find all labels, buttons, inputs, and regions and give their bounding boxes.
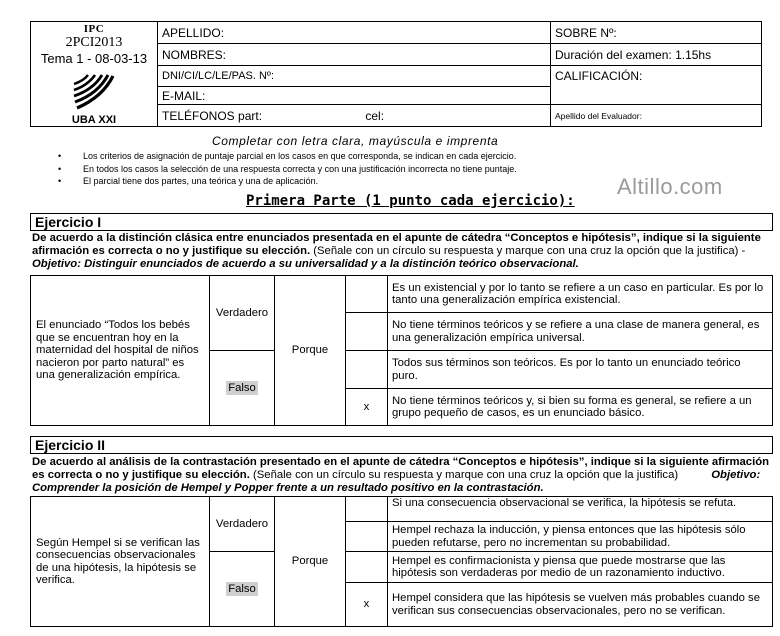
option-checkbox[interactable] — [346, 351, 388, 389]
uba-logo-icon — [71, 72, 117, 112]
falso-option[interactable] — [210, 552, 275, 627]
apellido-field[interactable]: APELLIDO: — [158, 22, 551, 44]
statement-bold: De acuerdo a la distinción clásica entre enunciados presentada en el apunte de cátedra “Conceptos e hipótesis”, indique si la siguiente afirmación es correcta o no y justifique su elección. — [32, 232, 761, 257]
option-text: Si una consecuencia observacional se verifica, la hipótesis se refuta. — [388, 497, 773, 522]
exercise-1-table — [30, 275, 773, 426]
part-title: Primera Parte (1 punto cada ejercicio): — [246, 193, 575, 209]
option-checkbox[interactable] — [346, 497, 388, 522]
statement-objective: Objetivo: Distinguir enunciados de acuerdo a su universalidad y a la distinción teórico observacional. — [32, 258, 579, 270]
verdadero-option[interactable] — [210, 497, 275, 552]
statement-normal: (Señale con un círculo su respuesta y marque con una cruz la opción que la justifica) - — [310, 245, 746, 257]
option-checkbox[interactable] — [346, 552, 388, 583]
porque-cell: Porque — [275, 497, 346, 627]
porque-cell: Porque — [275, 276, 346, 426]
falso-option[interactable] — [210, 351, 275, 426]
calificacion-field[interactable]: CALIFICACIÓN: — [551, 66, 762, 105]
completar-instruction: Completar con letra clara, mayúscula e imprenta — [212, 134, 499, 148]
option-text: Todos sus términos son teóricos. Es por lo tanto un enunciado teórico puro. — [388, 351, 773, 389]
ipc-label: IPC — [83, 23, 105, 35]
option-checkbox[interactable] — [346, 313, 388, 351]
falso-label: Falso — [228, 381, 256, 394]
uba-label: UBA XXI — [71, 114, 117, 126]
verdadero-option[interactable] — [210, 276, 275, 351]
note-item: • El parcial tiene dos partes, una teórica y una de aplicación. — [54, 175, 654, 188]
cel-label: cel: — [365, 108, 385, 123]
option-text: Hempel considera que las hipótesis se vuelven más probables cuando se verifican sus consecuencias observacionales, pero no se verifican. — [388, 583, 773, 627]
claim-cell: El enunciado “Todos los bebés que se encuentran hoy en la maternidad del hospital de niños nacieron por parto natural” es una generalización empírica. — [31, 276, 210, 426]
option-checkbox[interactable] — [346, 276, 388, 313]
dni-field[interactable]: DNI/CI/LC/LE/PAS. Nº: — [158, 66, 551, 87]
statement-normal: (Señale con un círculo su respuesta y marque con una cruz la opción que la justifica) — [249, 469, 679, 481]
verdadero-label: Verdadero — [215, 306, 269, 319]
statement-bold: De acuerdo al análisis de la contrastación presentado en el apunte de cátedra “Conceptos e hipótesis”, indique si la siguiente afirmación es correcta o no y justifique su elección. — [32, 456, 770, 481]
option-text: No tiene términos teóricos y se refiere a una clase de manera general, es una generalización empírica universal. — [388, 313, 773, 351]
exercise-2-table — [30, 496, 773, 627]
exam-code: 2PCI2013 — [65, 35, 123, 50]
note-item: • En todos los casos la selección de una respuesta correcta y con una justificación incorrecta no tiene puntaje. — [54, 163, 654, 176]
header-table — [30, 21, 762, 127]
option-checkbox[interactable]: x — [346, 583, 388, 627]
statement-objective: Objetivo: Comprender la posición de Hempel y Popper frente a un resultado positivo en la contrastación. — [32, 469, 761, 494]
tema-date: Tema 1 - 08-03-13 — [40, 51, 148, 66]
evaluador-field[interactable]: Apellido del Evaluador: — [551, 105, 762, 127]
notes-list — [54, 150, 654, 188]
logo-cell — [31, 22, 158, 127]
exercise-1-title: Ejercicio I — [30, 213, 773, 231]
email-field[interactable]: E-MAIL: — [158, 87, 551, 105]
falso-label: Falso — [228, 582, 256, 595]
telefonos-field[interactable] — [158, 105, 551, 127]
watermark: Altillo.com — [617, 174, 723, 199]
exercise-1-statement — [32, 232, 772, 271]
option-checkbox[interactable]: x — [346, 389, 388, 426]
verdadero-label: Verdadero — [215, 517, 269, 530]
exercise-2-statement — [32, 456, 772, 495]
option-text: Hempel es confirmacionista y piensa que puede mostrarse que las hipótesis son verdaderas por medio de un razonamiento inductivo. — [388, 552, 773, 583]
option-text: Es un existencial y por lo tanto se refiere a un caso en particular. Es por lo tanto una generalización empírica existencial. — [388, 276, 773, 313]
claim-cell: Según Hempel si se verifican las consecuencias observacionales de una hipótesis, la hipótesis se verifica. — [31, 497, 210, 627]
nombres-field[interactable]: NOMBRES: — [158, 44, 551, 66]
note-item: • Los criterios de asignación de puntaje parcial en los casos en que corresponda, se indican en cada ejercicio. — [54, 150, 654, 163]
option-checkbox[interactable] — [346, 522, 388, 552]
exercise-2-title: Ejercicio II — [30, 436, 773, 454]
telefonos-label: TELÉFONOS part: — [162, 108, 263, 123]
sobre-field[interactable]: SOBRE Nº: — [551, 22, 762, 44]
option-text: No tiene términos teóricos y, si bien su forma es general, se refiere a un grupo pequeño de casos, es un enunciado básico. — [388, 389, 773, 426]
duracion-label: Duración del examen: 1.15hs — [551, 44, 762, 66]
option-text: Hempel rechaza la inducción, y piensa entonces que las hipótesis sólo pueden refutarse, pero no incrementan su probabilidad. — [388, 522, 773, 552]
